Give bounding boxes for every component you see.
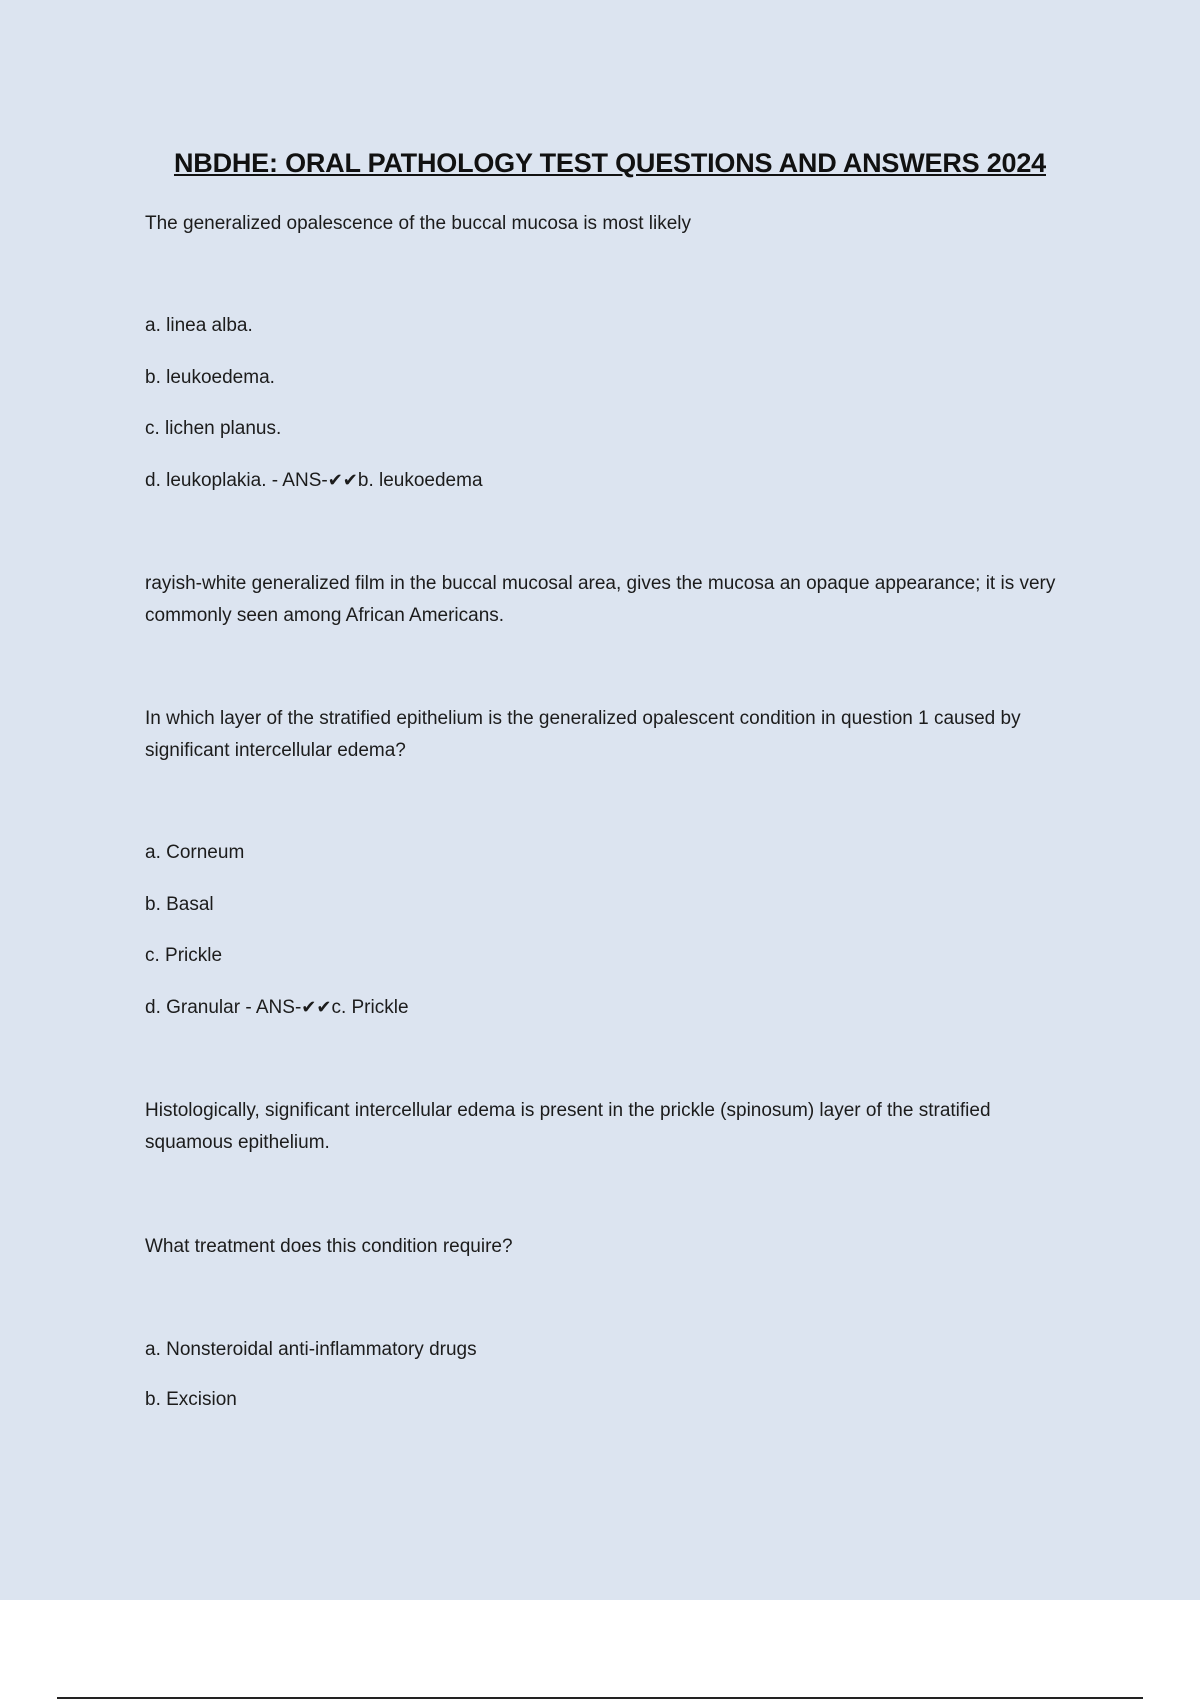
q1-explanation: rayish-white generalized film in the buccal mucosal area, gives the mucosa an opaque appearance; it is very commonly seen among African Americans. bbox=[145, 573, 1056, 626]
document-title: NBDHE: ORAL PATHOLOGY TEST QUESTIONS AND ANSWERS 2024 bbox=[173, 148, 1046, 178]
double-check-icon: ✔✔ bbox=[301, 997, 332, 1018]
question-3-text: What treatment does this condition require? bbox=[145, 1236, 513, 1257]
q3-option-a: a. Nonsteroidal anti-inflammatory drugs bbox=[145, 1339, 477, 1360]
footer-divider bbox=[57, 1697, 1143, 1699]
q1-option-d: d. leukoplakia. - ANS- bbox=[145, 470, 328, 491]
question-2-text: In which layer of the stratified epithelium is the generalized opalescent condition in question 1 caused by significant intercellular edema? bbox=[145, 708, 1021, 761]
q1-answer: b. leukoedema bbox=[357, 470, 483, 491]
q2-option-c: c. Prickle bbox=[145, 945, 223, 966]
q2-answer: c. Prickle bbox=[331, 997, 409, 1018]
q2-option-b: b. Basal bbox=[145, 894, 214, 915]
q1-option-d-with-answer bbox=[145, 465, 483, 497]
q2-option-a: a. Corneum bbox=[145, 842, 245, 863]
q1-option-b: b. leukoedema. bbox=[145, 367, 275, 388]
q2-explanation: Histologically, significant intercellular edema is present in the prickle (spinosum) layer of the stratified squamous epithelium. bbox=[145, 1100, 991, 1153]
q1-option-c: c. lichen planus. bbox=[145, 418, 282, 439]
question-1-text: The generalized opalescence of the buccal mucosa is most likely bbox=[145, 213, 692, 234]
q3-option-b: b. Excision bbox=[145, 1389, 237, 1410]
double-check-icon: ✔✔ bbox=[327, 470, 358, 491]
q1-option-a: a. linea alba. bbox=[145, 315, 253, 336]
q2-option-d-with-answer bbox=[145, 992, 409, 1024]
q2-option-d: d. Granular - ANS- bbox=[145, 997, 302, 1018]
